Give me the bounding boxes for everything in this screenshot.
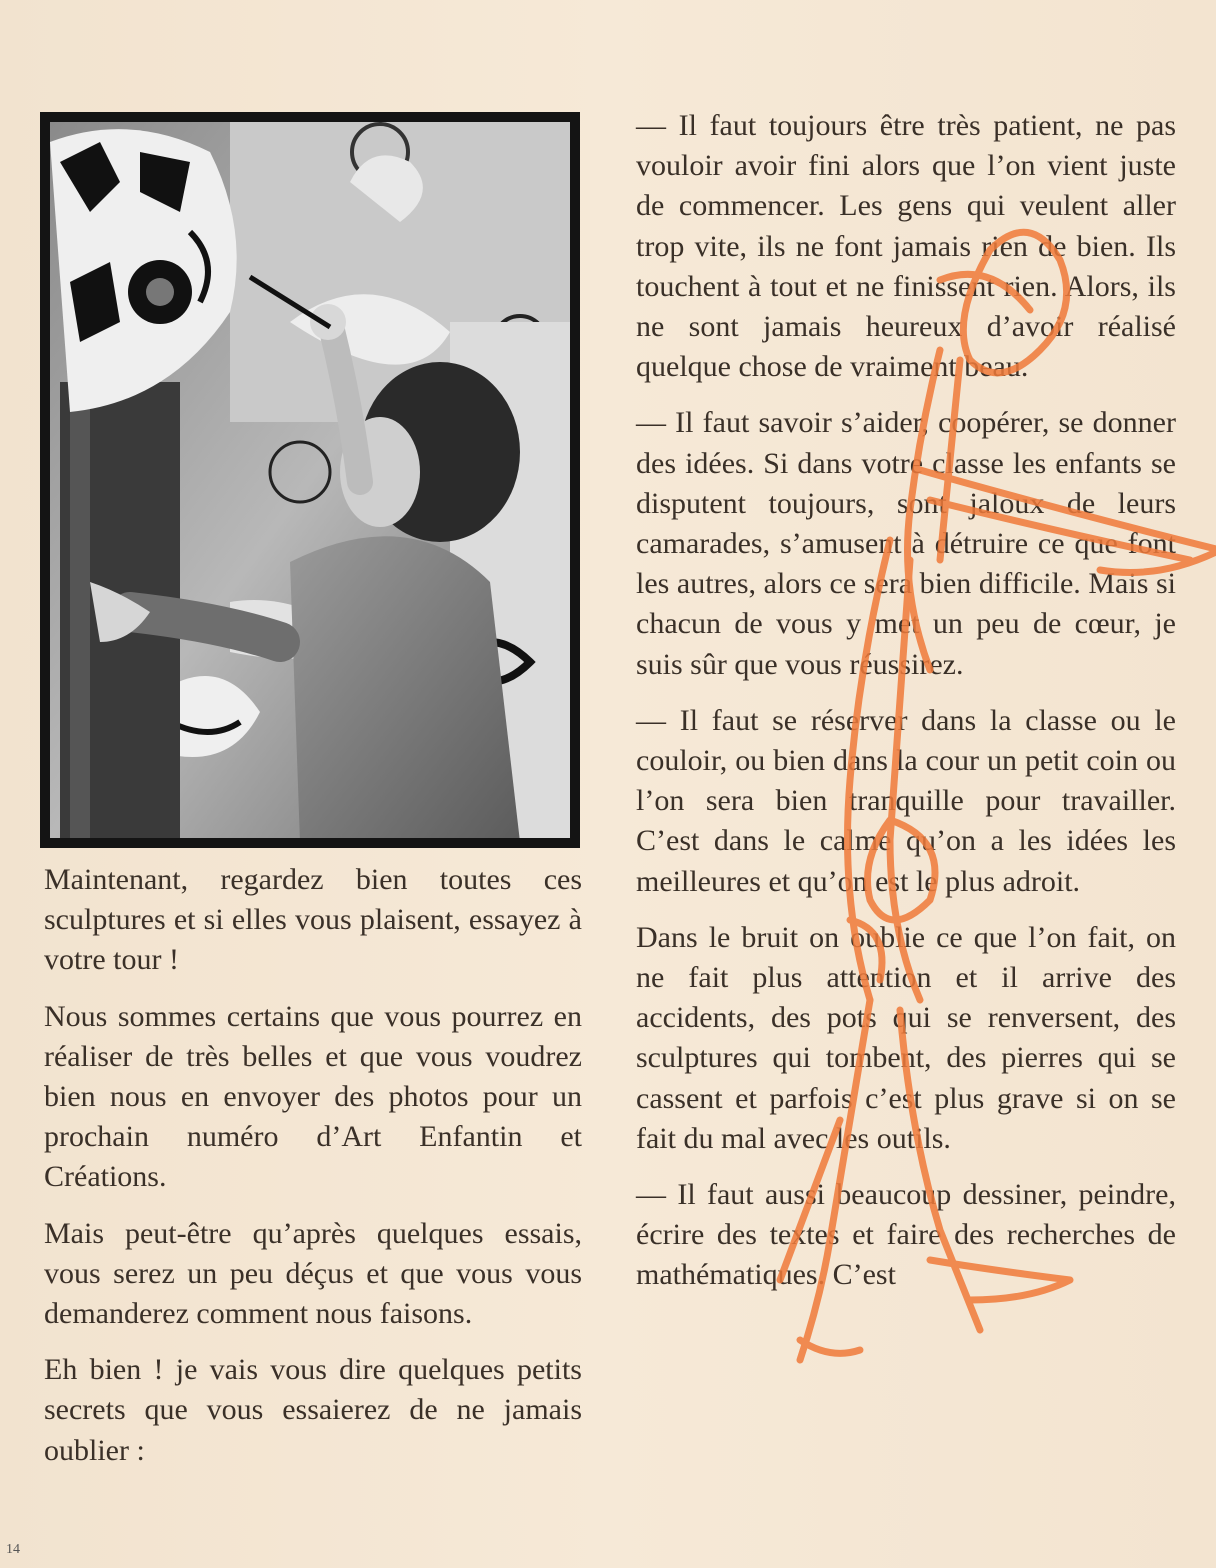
paragraph: — Il faut aussi beaucoup dessiner, peindre, écrire des textes et faire des recherches de mathématiques. C’est <box>636 1178 1176 1292</box>
paragraph: Nous sommes certains que vous pourrez en réaliser de très belles et que vous voudrez bien nous en envoyer des photos pour un prochain numéro d’Art Enfantin et Créations. <box>44 999 582 1194</box>
paragraph: Eh bien ! je vais vous dire quelques petits secrets que vous essaierez de ne jamais oublier : <box>44 1353 582 1467</box>
paragraph: — Il faut savoir s’aider, coopérer, se donner des idées. Si dans votre classe les enfants se disputent toujours, sont jaloux de leurs camarades, s’amusent à détruire ce que font les autres, alors ce sera bien difficile. Mais si chacun de vous y met un peu de cœur, je suis sûr que vous réussirez. <box>636 406 1176 681</box>
left-column-text <box>44 860 582 1487</box>
paragraph: — Il faut se réserver dans la classe ou le couloir, ou bien dans la cour un petit coin ou l’on sera bien tranquille pour travailler. C’est dans le calme qu’on a les idées les meilleures et qu’on est le plus adroit. <box>636 703 1176 898</box>
photo-image <box>50 122 570 838</box>
paragraph: — Il faut toujours être très patient, ne pas vouloir avoir fini alors que l’on vient juste de commencer. Les gens qui veulent aller trop vite, ils ne font jamais rien de bien. Ils touchent à tout et ne finissent rien. Alors, ils ne sont jamais heureux d’avoir réalisé quelque chose de vraiment beau. <box>636 109 1176 384</box>
photo-child-painting-sculpture <box>40 112 580 848</box>
paragraph: Dans le bruit on oublie ce que l’on fait, on ne fait plus attention et il arrive des accidents, des pots qui se renversent, des sculptures qui tombent, des pierres qui se cassent et parfois c’est plus grave si on se fait du mal avec les outils. <box>636 920 1176 1155</box>
right-column-text <box>636 106 1176 1312</box>
paragraph: Mais peut-être qu’après quelques essais, vous serez un peu déçus et que vous vous demanderez comment nous faisons. <box>44 1216 582 1331</box>
paragraph: Maintenant, regardez bien toutes ces sculptures et si elles vous plaisent, essayez à votre tour ! <box>44 863 582 977</box>
page-number: 14 <box>6 1542 20 1557</box>
